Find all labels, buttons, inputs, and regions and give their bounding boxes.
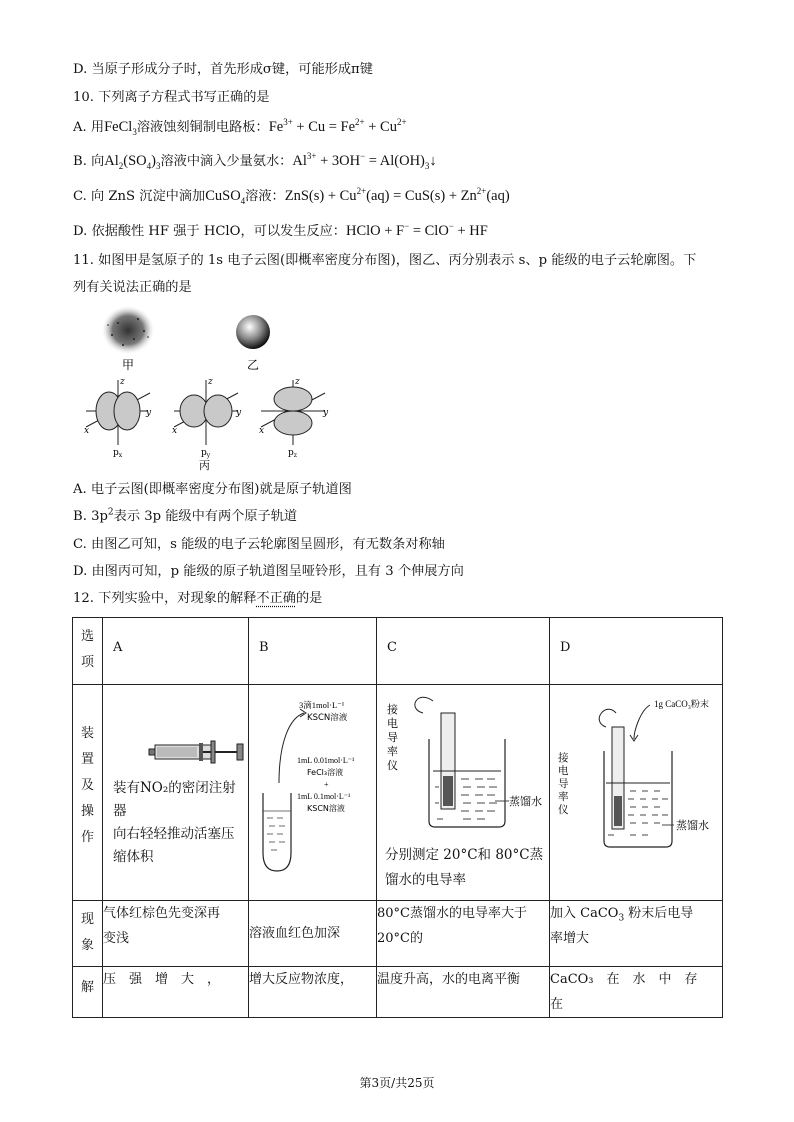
question-12-post: 的是 — [295, 591, 323, 606]
header-a-text: A — [113, 640, 123, 655]
apparatus-c-line: 分别测定 20°C和 80°C蒸 — [385, 847, 544, 863]
reagent-mid-5: KSCN溶液 — [307, 804, 345, 813]
apparatus-label-char: 作 — [80, 830, 94, 845]
explanation-a-line: 压 强 增 大 ， — [103, 972, 221, 987]
apparatus-b — [249, 685, 377, 901]
apparatus-a-line: 缩体积 — [113, 849, 154, 865]
py-axis-y: y — [236, 408, 242, 418]
pz-axis-y: y — [323, 408, 329, 418]
apparatus-a — [103, 685, 249, 901]
phenomenon-d-line2: 率增大 — [550, 931, 590, 946]
option-10c-mid: 溶液： — [245, 189, 285, 204]
question-12 — [73, 590, 322, 608]
header-c — [377, 618, 550, 685]
option-9d: D. 当原子形成分子时，首先形成σ键，可能形成π键 — [73, 62, 373, 77]
header-d-text: D — [560, 640, 571, 655]
question-12-prefix: 12. 下列实验中，对现象的解释 — [73, 591, 257, 606]
test-tube-icon — [249, 693, 375, 893]
option-10a-mid: 溶液蚀刻铜制电路板： — [136, 120, 269, 135]
pz-label: $p_z$ — [288, 448, 297, 459]
phenomenon-d-pre: 加入 CaCO — [550, 906, 619, 921]
label-bing: 丙 — [199, 459, 210, 472]
label-yi: 乙 — [247, 358, 260, 372]
phenomenon-d-line: 加入 CaCO$_3$ 粉末后电导 — [550, 906, 694, 924]
header-label-char: 选 — [80, 629, 94, 644]
apparatus-label-char: 及 — [80, 778, 94, 793]
question-11-line1: 11. 如图甲是氢原子的 1s 电子云图(即概率密度分布图)，图乙、丙分别表示 s、p 能级的电子云轮廓图。下 — [73, 253, 697, 268]
orbital-figure — [78, 305, 338, 475]
meter-d-char: 仪 — [558, 804, 569, 816]
phenomenon-b — [249, 901, 377, 967]
table-header-row — [73, 618, 723, 685]
label-jia: 甲 — [122, 358, 135, 372]
meter-c-char: 电 — [387, 717, 398, 730]
option-10b-mid: 溶液中滴入少量氨水： — [160, 154, 293, 169]
px-axis-z: z — [120, 377, 125, 387]
meter-d-char: 电 — [558, 765, 569, 777]
phenomenon-label-char: 象 — [80, 938, 94, 953]
page-footer: 第3页/共25页 — [359, 1076, 435, 1090]
meter-d-char: 率 — [558, 791, 569, 803]
phenomenon-c — [377, 901, 550, 967]
explanation-c-line: 温度升高，水的电离平衡 — [377, 972, 521, 987]
phenomenon-d — [550, 901, 723, 967]
syringe-icon — [103, 725, 247, 775]
option-10a: A. 用FeCl$_3$溶液蚀刻铜制电路板：$Fe^{3+} + Cu = Fe^{2+} + Cu^{2+}$ — [73, 117, 407, 137]
meter-c-char: 导 — [387, 731, 398, 744]
phenomenon-c-line: 80°C蒸馏水的电导率大于 — [377, 906, 527, 921]
option-11b-prefix: B. 3p — [73, 509, 108, 524]
phenomenon-d-post: 粉末后电导 — [624, 906, 694, 921]
option-10b-prefix: B. 向 — [73, 154, 105, 169]
option-11a: A. 电子云图(即概率密度分布图)就是原子轨道图 — [73, 482, 352, 497]
apparatus-label — [73, 685, 103, 901]
phenomenon-a-line: 气体红棕色先变深再 — [103, 906, 221, 921]
header-b — [249, 618, 377, 685]
explanation-d-line: CaCO₃ 在 水 中 存 在 — [550, 972, 711, 1012]
meter-c-char: 接 — [387, 703, 398, 716]
phenomenon-label — [73, 901, 103, 967]
reagent-mid-3: + — [324, 780, 329, 789]
question-12-emphasis: 不正确 — [256, 591, 296, 606]
table-row-apparatus — [73, 685, 723, 901]
px-axis-x: x — [84, 426, 90, 436]
apparatus-c — [377, 685, 550, 901]
option-11b: B. $3p^2$表示 3p 能级中有两个原子轨道 — [73, 507, 298, 524]
px-label: $p_x$ — [113, 448, 123, 459]
meter-d-char: 导 — [558, 778, 569, 790]
explanation-label — [73, 967, 103, 1018]
phenomenon-label-char: 现 — [80, 912, 94, 927]
reagent-mid-1: 1mL 0.01mol·L⁻¹ — [297, 756, 355, 765]
meter-d-char: 接 — [558, 752, 569, 764]
apparatus-d — [550, 685, 723, 901]
water-d-label: 蒸馏水 — [676, 819, 709, 832]
apparatus-c-line: 馏水的电导率 — [385, 872, 466, 888]
explanation-label-char: 解 — [80, 980, 94, 995]
pz-axis-z: z — [295, 377, 300, 387]
reagent-top-1: 3滴1mol·L⁻¹ — [299, 700, 345, 710]
px-orbital — [86, 380, 150, 445]
water-c-label: 蒸馏水 — [509, 795, 542, 808]
header-c-text: C — [387, 640, 397, 655]
py-orbital — [174, 380, 238, 445]
phenomenon-a — [103, 901, 249, 967]
experiment-table — [72, 617, 723, 1018]
phenomenon-a-line: 变浅 — [103, 931, 130, 946]
apparatus-label-char: 装 — [80, 726, 94, 741]
apparatus-a-line: 装有NO₂的密闭注射器 — [113, 780, 236, 819]
py-axis-x: x — [172, 426, 178, 436]
option-10a-prefix: A. 用 — [73, 120, 105, 135]
px-axis-y: y — [146, 408, 152, 418]
header-label-char: 项 — [80, 655, 94, 670]
option-11b-post: 表示 3p 能级中有两个原子轨道 — [113, 509, 298, 524]
beaker-c-icon — [377, 691, 548, 841]
option-10c: C. 向 ZnS 沉淀中滴加CuSO$_4$溶液：$ZnS(s) + Cu^{2+}(aq) = CuS(s) + Zn^{2+}(aq)$ — [73, 186, 510, 206]
meter-c-char: 率 — [387, 745, 398, 758]
apparatus-a-line: 向右轻轻推动活塞压 — [113, 826, 235, 842]
s-orbital-sphere — [236, 315, 270, 349]
table-row-explanation — [73, 967, 723, 1018]
powder-d-label: 1g CaCO₃粉末 — [654, 699, 709, 709]
beaker-d-icon — [550, 691, 721, 851]
phenomenon-b-line: 溶液血红色加深 — [249, 926, 341, 941]
header-a — [103, 618, 249, 685]
py-label: $p_y$ — [201, 448, 211, 459]
question-11-line2: 列有关说法正确的是 — [73, 280, 192, 295]
explanation-b — [249, 967, 377, 1018]
option-10b: B. 向$Al_2(SO_4)_3$溶液中滴入少量氨水：$Al^{3+} + 3OH^-$ = $Al(OH)_3↓$ — [73, 151, 437, 171]
header-option-label — [73, 618, 103, 685]
py-axis-z: z — [208, 377, 213, 387]
reagent-top-2: KSCN溶液 — [307, 713, 348, 723]
question-10: 10. 下列离子方程式书写正确的是 — [73, 90, 270, 105]
option-10c-prefix: C. 向 ZnS 沉淀中滴加 — [73, 189, 206, 204]
apparatus-label-char: 置 — [80, 752, 94, 767]
header-d — [550, 618, 723, 685]
phenomenon-c-line: 20°C的 — [377, 931, 423, 946]
header-b-text: B — [259, 640, 269, 655]
explanation-d — [550, 967, 723, 1018]
option-10d-text: D. 依据酸性 HF 强于 HClO，可以发生反应： — [73, 224, 346, 239]
option-11d: D. 由图丙可知，p 能级的原子轨道图呈哑铃形，且有 3 个伸展方向 — [73, 564, 464, 579]
apparatus-label-char: 操 — [80, 804, 94, 819]
pz-axis-x: x — [259, 426, 265, 436]
meter-c-char: 仪 — [387, 759, 398, 772]
reagent-mid-4: 1mL 0.1mol·L⁻¹ — [297, 792, 351, 801]
table-row-phenomenon — [73, 901, 723, 967]
explanation-a — [103, 967, 249, 1018]
explanation-b-line: 增大反应物浓度， — [249, 972, 354, 987]
option-10d: D. 依据酸性 HF 强于 HClO，可以发生反应：HClO + F− = ClO− + HF — [73, 221, 488, 239]
electron-cloud-1s — [102, 306, 154, 354]
option-11c: C. 由图乙可知，s 能级的电子云轮廓图呈圆形，有无数条对称轴 — [73, 537, 445, 552]
pz-orbital — [261, 380, 325, 445]
explanation-c — [377, 967, 550, 1018]
reagent-mid-2: FeCl₃溶液 — [307, 768, 344, 777]
